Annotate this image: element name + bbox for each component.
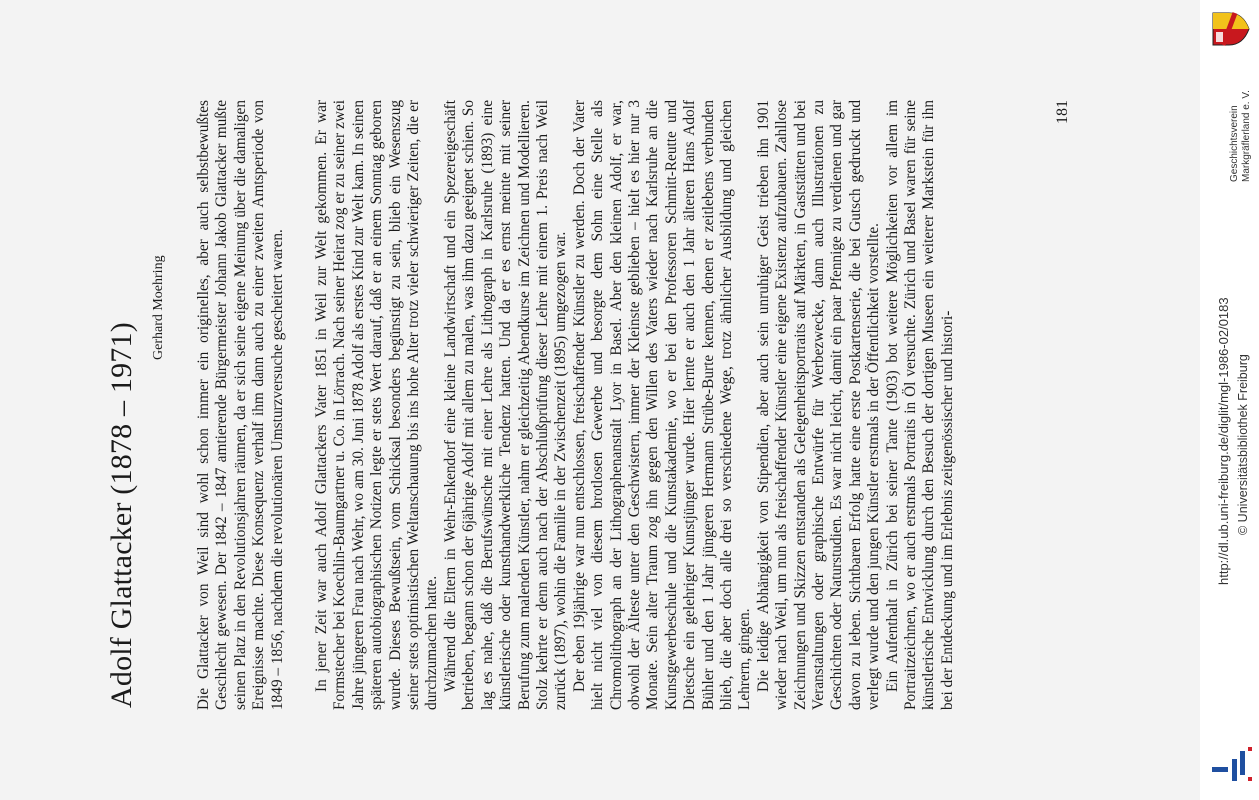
paragraph: Der eben 19jährige war nun entschlossen, freischaffender Künstler zu werden. Doch der Vater hielt nicht viel von diesem brotlosen Gewerbe und besorgte dem Sohn eine Stelle als Chromolithograph an der Lithographenanstalt Lyor in Basel. Aber den kleinen Adolf, er war, obwohl der Älteste unter den Geschwistern, immer der Kleinste geblieben – hielt es hier nur 3 Monate. Sein alter Traum zog ihn gegen den Willen des Vaters wieder nach Karlsruhe an die Kunstgewerbeschule und die Kunstakademie, wo er bei den Professoren Schmitt-Reutte und Dietsche ein gelehriger Kunstjünger wurde. Hier lernte er auch den 1 Jahr älteren Hans Adolf Bühler und den 1 Jahr jüngeren Hermann Strübe-Burte kennen, denen er zeitlebens verbunden blieb, die aber doch alle drei so verschiedene Wege, trotz ähnlicher Ausbildung und gleichen Lehrern, gingen. [570, 100, 754, 710]
society-name-line-1: Geschichtsverein [1229, 105, 1240, 182]
university-library-logo[interactable] [1210, 745, 1256, 785]
article-body [195, 100, 957, 710]
paragraph: Ein Aufenthalt in Zürich bei seiner Tante (1903) bot weitere Möglichkeiten vor allem im Portraitzeichnen, wo er auch erstmals Portraits in Öl versuchte. Zürich und Basel waren für seine künstlerische Entwicklung durch den Besuch der dortigen Museen ein weiterer Markstein für ihn bei der Entdeckung und im Erlebnis zeitgenössischer und histori- [883, 100, 956, 710]
paragraph: Während die Eltern in Wehr-Enkendorf eine kleine Landwirtschaft und ein Spezereigeschäft betrieben, begann schon der 6jährige Adolf mit allem zu malen, was ihm dazu geeignet schien. So lag es nahe, daß die Berufswünsche mit einer Lehre als Lithograph in Karlsruhe (1893) eine künstlerische oder kunsthandwerkliche Tendenz hatten. Und da er es ernst meinte mit seiner Berufung zum malenden Künstler, nahm er gleichzeitig Abendkurse im Zeichnen und Modellieren. Stolz kehrte er denn auch nach der Abschlußprüfung dieser Lehre mit einem 1. Preis nach Weil zurück (1897), wohin die Familie in der Zwischenzeit (1895) umgezogen war. [441, 100, 570, 710]
paragraph: Die Glattacker von Weil sind wohl schon immer ein originelles, aber auch selbstbewußtes Geschlecht gewesen. Der 1842 – 1847 amtierende Bürgermeister Johann Jakob Glattacker mußte seinen Platz in den Revolutionsjahren räumen, da er sich seine eigene Meinung über die damaligen Ereignisse machte. Diese Konsequenz verhalf ihm dann auch zu einer zweiten Amtsperiode von 1849 – 1856, nachdem die revolutionären Umsturzversuche gescheitert waren. [195, 100, 286, 710]
paragraph: Die leidige Abhängigkeit von Stipendien, aber auch sein unruhiger Geist trieben ihn 1901 wieder nach Weil, um nun als freischaffender Künstler eine eigene Existenz aufzubauen. Zahllose Zeichnungen und Skizzen entstanden als Gelegenheitsportraits auf Märkten, in Gaststätten und bei Veranstaltungen oder graphische Entwürfe für Werbezwecke, dann auch Illustrationen zu Geschichten oder Naturstudien. Es war nicht leicht, damit ein paar Pfennige zu verdienen und gar davon zu leben. Sichtbaren Erfolg hatte eine erste Postkartenserie, die bei Gutsch gedruckt und verlegt wurde und den jungen Künstler erstmals in der Öffentlichkeit vorstellte. [754, 100, 883, 710]
page-number: 181 [1054, 100, 1071, 124]
article-author: Gerhard Moehring [151, 255, 166, 360]
society-name-line-2: Markgräflerland e. V. [1241, 90, 1252, 182]
society-crest-logo[interactable] [1208, 8, 1252, 50]
paragraph: In jener Zeit war auch Adolf Glattackers Vater 1851 in Weil zur Welt gekommen. Er war Formstecher bei Koechlin-Baumgartner u. Co. in Lörrach. Nach seiner Heirat zog er zu seiner zwei Jahre jüngeren Frau nach Wehr, wo am 30. Juni 1878 Adolf als erstes Kind zur Welt kam. In seinen späteren autobiographischen Notizen legte er stets Wert darauf, daß er an einem Sonntag geboren wurde. Dieses Bewußtsein, vom Schicksal besonders begünstigt zu sein, blieb ein Wesenszug seiner stets optimistischen Weltanschauung bis ins hohe Alter trotz vieler schwieriger Zeiten, die er durchzumachen hatte. [313, 100, 441, 710]
copyright-notice: © Universitätsbibliothek Freiburg [1236, 354, 1250, 535]
article-title: Adolf Glattacker (1878 – 1971) [105, 322, 138, 708]
permalink-url[interactable]: http://dl.ub.uni-freiburg.de/diglit/mgl-1986-02/0183 [1216, 297, 1231, 585]
